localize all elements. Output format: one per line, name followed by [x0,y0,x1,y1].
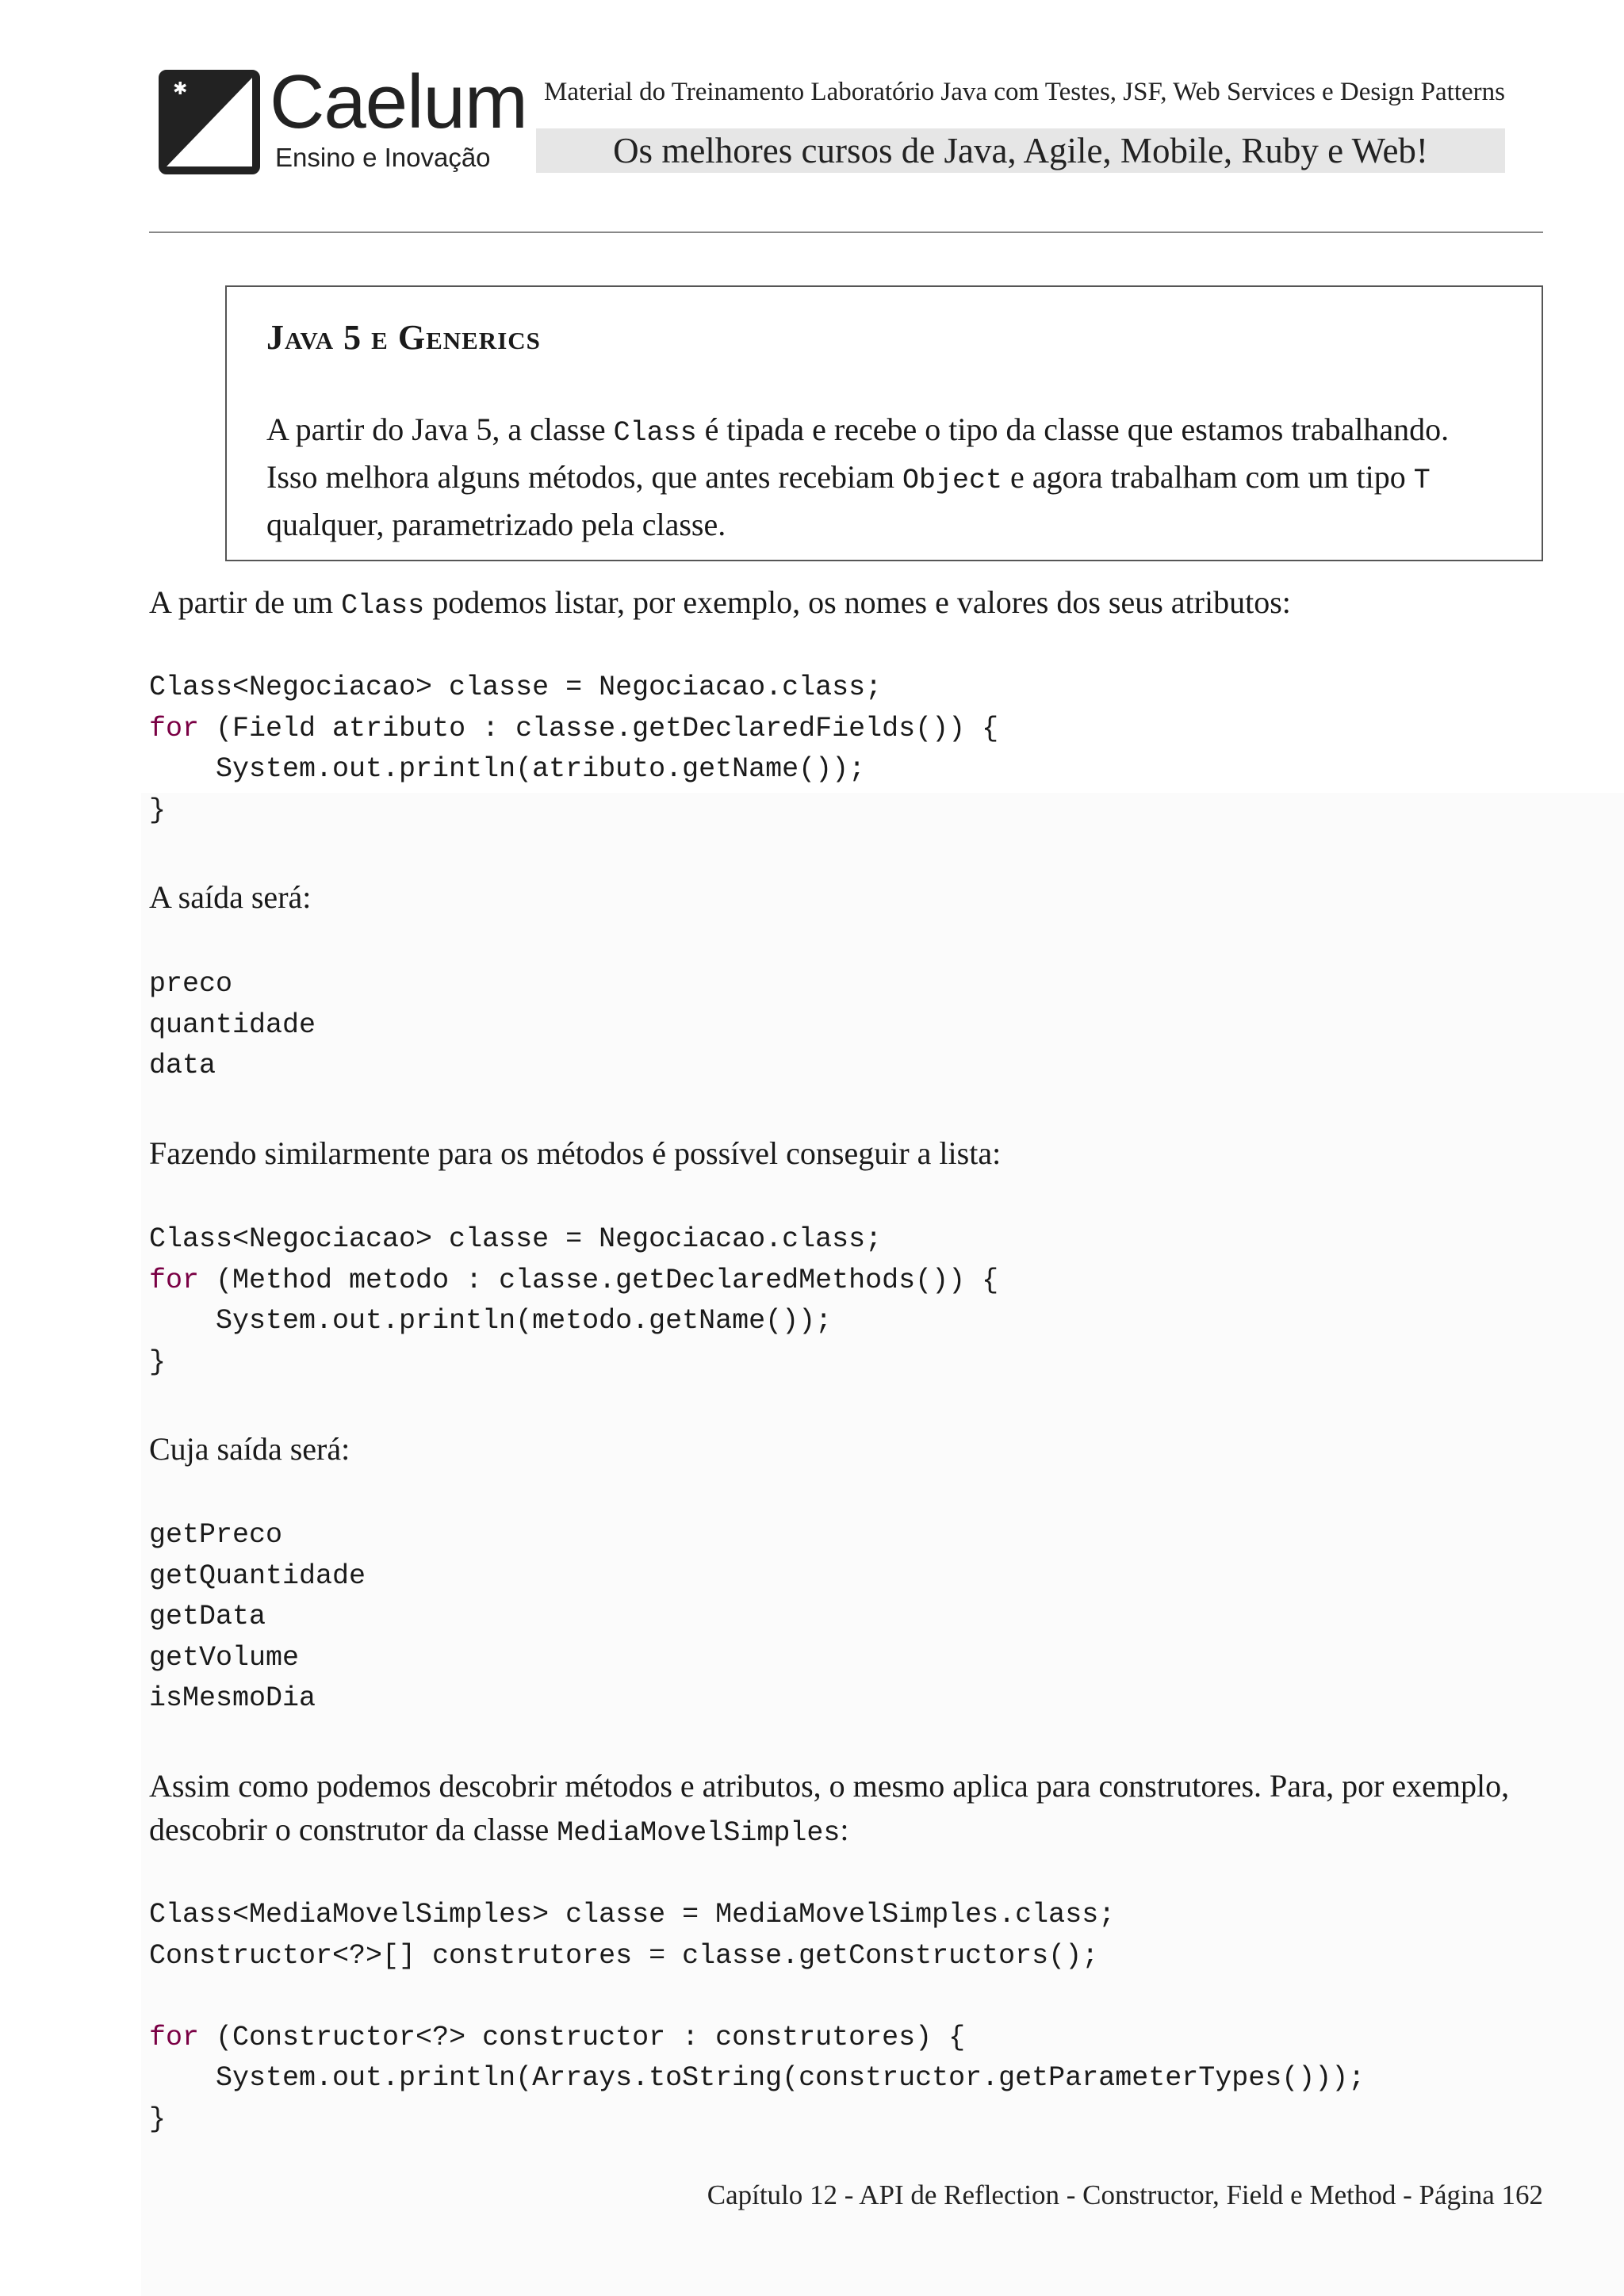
java5-generics-box [225,285,1543,561]
output-block-fields [149,964,1545,1087]
code-line: getVolume [149,1641,300,1674]
code-line: getQuantidade [149,1559,366,1592]
paragraph-text: podemos listar, por exemplo, os nomes e valores dos seus atributos: [424,584,1291,620]
paragraph-text: Assim como podemos descobrir métodos e atributos, o mesmo aplica para construtores. Para, por exemplo, descobrir o construtor da classe [149,1768,1510,1847]
paragraph-text: : [840,1812,849,1847]
keyword: for [149,2021,200,2053]
paragraph-class-attributes [149,580,1545,628]
paragraph-text: A partir de um [149,584,342,620]
code-line: Constructor<?>[] construtores = classe.getConstructors(); [149,1939,1099,1972]
inline-code: Class [341,590,425,622]
code-line: isMesmoDia [149,1682,316,1714]
box-text-part: é tipada e recebe o tipo da classe que estamos trabalhando. Isso melhora alguns métodos, que antes recebiam [266,411,1450,495]
code-line: System.out.println(Arrays.toString(constructor.getParameterTypes())); [149,2062,1365,2094]
inline-code: Class [613,417,697,449]
code-line: } [149,2103,167,2135]
box-text-part: e agora trabalham com um tipo [1002,459,1414,495]
header-divider [149,232,1543,233]
code-line: } [149,1345,167,1378]
code-block-methods [149,1219,1545,1383]
code-line: getPreco [149,1519,283,1551]
page-footer: Capítulo 12 - API de Reflection - Constructor, Field e Method - Página 162 [707,2179,1543,2210]
box-title: Java 5 e Generics [266,318,541,357]
paragraph-methods-output-intro: Cuja saída será: [149,1431,350,1467]
header-material-title: Material do Treinamento Laboratório Java com Testes, JSF, Web Services e Design Patterns [544,78,1505,106]
code-line: System.out.println(metodo.getName()); [149,1305,833,1337]
code-line: quantidade [149,1008,316,1041]
code-line: Class<Negociacao> classe = Negociacao.class; [149,1223,883,1255]
logo-name: Caelum [270,59,527,144]
code-line: preco [149,968,233,1000]
code-block-constructors [149,1895,1545,2140]
code-line: for (Field atributo : classe.getDeclaredFields()) { [149,712,999,744]
code-line: } [149,794,167,826]
inline-code: MediaMovelSimples [557,1817,841,1849]
paragraph-constructors [149,1764,1545,1855]
code-line: Class<Negociacao> classe = Negociacao.class; [149,672,883,703]
code-line: getData [149,1601,266,1632]
caelum-logo [159,59,527,177]
box-text-part: A partir do Java 5, a classe [266,411,614,447]
paragraph-output-intro: A saída será: [149,879,312,915]
box-text [266,408,1503,546]
header-slogan: Os melhores cursos de Java, Agile, Mobile, Ruby e Web! [536,128,1505,173]
code-line: data [149,1050,216,1081]
code-line: for (Method metodo : classe.getDeclaredMethods()) { [149,1264,999,1296]
output-block-methods [149,1515,1545,1720]
paragraph-methods-intro: Fazendo similarmente para os métodos é possível conseguir a lista: [149,1135,1002,1171]
keyword: for [149,712,200,744]
logo-tagline: Ensino e Inovação [275,143,491,172]
inline-code: T [1413,465,1431,496]
code-block-fields [149,668,1545,831]
inline-code: Object [902,465,1003,496]
logo-mark-icon: ✱ [159,70,260,174]
code-line [149,1976,1545,2018]
code-line: System.out.println(atributo.getName()); [149,753,866,785]
code-line: Class<MediaMovelSimples> classe = MediaMovelSimples.class; [149,1899,1116,1931]
box-text-part: qualquer, parametrizado pela classe. [266,507,726,542]
keyword: for [149,1264,200,1296]
code-line: for (Constructor<?> constructor : construtores) { [149,2021,966,2053]
